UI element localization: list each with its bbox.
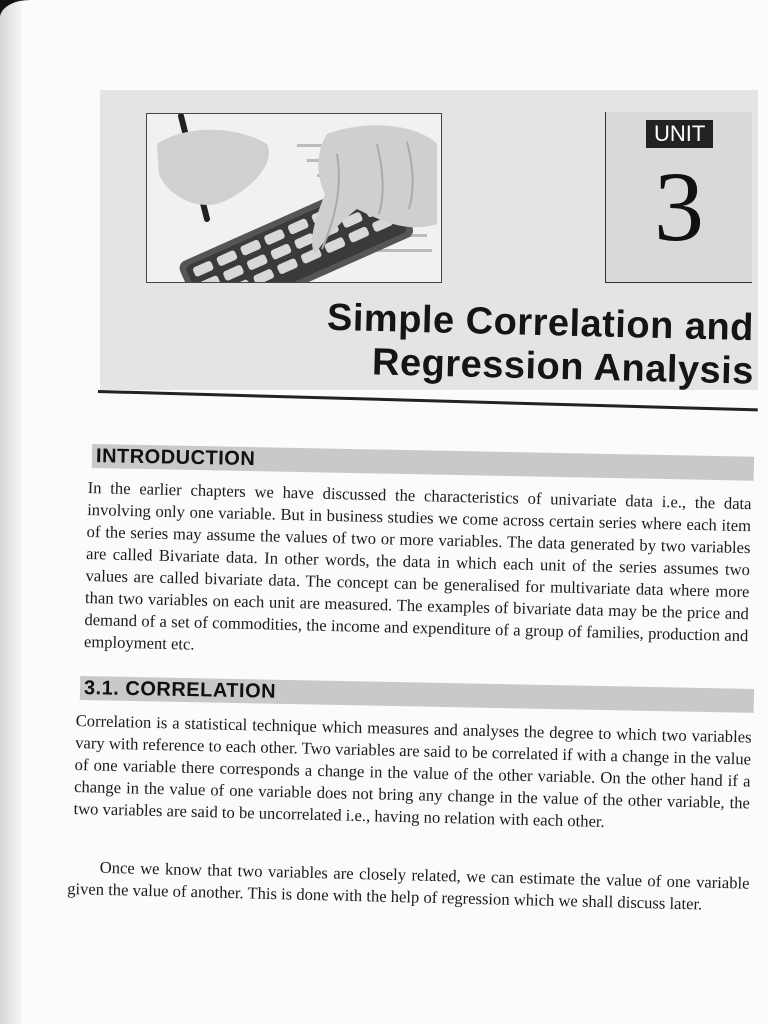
section-heading-correlation: 3.1. CORRELATION	[83, 677, 277, 703]
section-heading-bar	[92, 444, 754, 481]
section-heading-bar	[80, 676, 754, 713]
page-gutter-shadow	[0, 0, 22, 1024]
correlation-paragraph-2: Once we know that two variables are closely related, we can estimate the value of one variable given the value of another. This is done with the help of regression which we shall discuss later.	[66, 857, 750, 914]
calculator-hands-image	[146, 113, 442, 283]
header-divider	[98, 390, 758, 411]
section-heading-introduction: INTRODUCTION	[95, 445, 256, 471]
unit-label: UNIT	[646, 120, 713, 148]
unit-badge	[605, 112, 752, 283]
calculator-illustration	[147, 114, 441, 282]
intro-paragraph: In the earlier chapters we have discussed the characteristics of univariate data i.e., the data involving only one variable. But in business studies we come across certain series where each item of the series may assume the values of two or more variables. The data generated by two variables are called Bivariate data. In other words, the data in which each unit of the series assumes two values are called bivariate data. The concept can be generalised for multivariate data where more than two variables on each unit are measured. The examples of bivariate data may be the price and demand of a set of commodities, the income and expenditure of a group of families, production and employment etc.	[83, 477, 752, 654]
unit-number: 3	[654, 151, 704, 262]
chapter-title-line1: Simple Correlation and	[326, 296, 755, 350]
chapter-title-line2: Regression Analysis	[371, 341, 755, 393]
correlation-paragraph-1: Correlation is a statistical technique which measures and analyses the degree to which two variables vary with reference to each other. Two variables are said to be correlated if with a change in the value of one variable there corresponds a change in the value of the other variable. On the other hand if a change in the value of one variable does not bring any change in the value of the other variable, the two variables are said to be uncorrelated i.e., having no relation with each other.	[73, 710, 752, 831]
